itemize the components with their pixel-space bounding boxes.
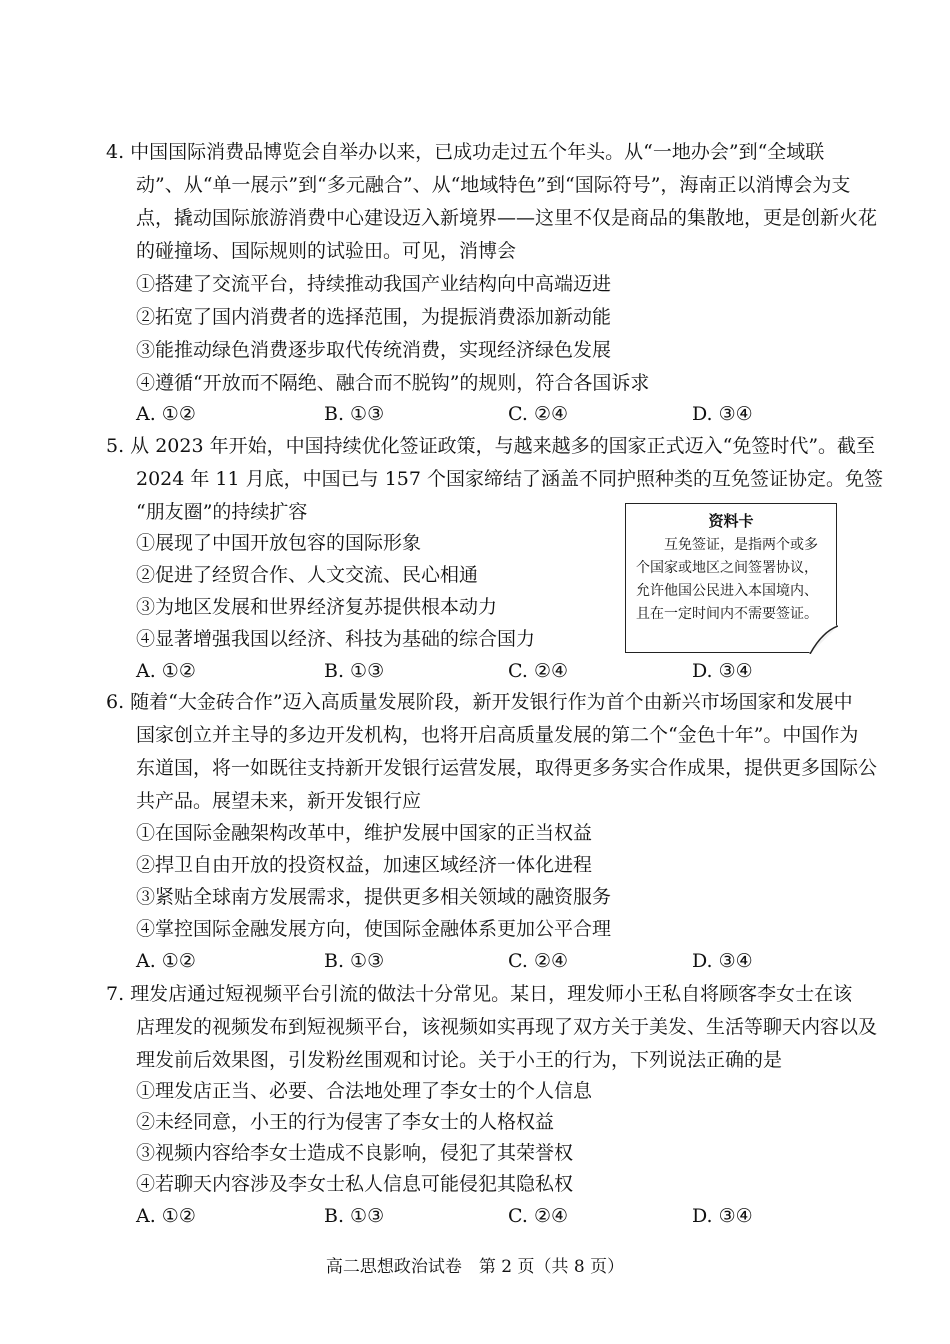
q7-stem-line-1: 7. 理发店通过短视频平台引流的做法十分常见。某日，理发师小王私自将顾客李女士在该 (106, 983, 853, 1005)
q6-item-3: ③紧贴全球南方发展需求，提供更多相关领域的融资服务 (136, 886, 612, 908)
q6-stem-line-2: 国家创立并主导的多边开发机构，也将开启高质量发展的第二个“金色十年”。中国作为 (136, 724, 859, 746)
q6-item-2: ②捍卫自由开放的投资权益，加速区域经济一体化进程 (136, 854, 593, 876)
q5-item-4: ④显著增强我国以经济、科技为基础的综合国力 (136, 628, 536, 650)
q5-option-a: A. ①② (136, 660, 196, 682)
q4-option-d: D. ③④ (692, 403, 753, 425)
q5-item-2: ②促进了经贸合作、人文交流、民心相通 (136, 564, 479, 586)
q6-option-d: D. ③④ (692, 950, 753, 972)
q6-stem-line-3: 东道国，将一如既往支持新开发银行运营发展，取得更多务实合作成果，提供更多国际公 (136, 757, 878, 779)
q6-stem-line-1: 6. 随着“大金砖合作”迈入高质量发展阶段，新开发银行作为首个由新兴市场国家和发展中 (106, 691, 853, 713)
q4-stem-line-4: 的碰撞场、国际规则的试验田。可见，消博会 (136, 240, 517, 262)
q4-item-2: ②拓宽了国内消费者的选择范围，为提振消费添加新动能 (136, 306, 612, 328)
info-card-title: 资料卡 (708, 512, 754, 530)
q7-option-b: B. ①③ (324, 1205, 385, 1227)
q4-item-4: ④遵循“开放而不隔绝、融合而不脱钩”的规则，符合各国诉求 (136, 372, 650, 394)
q7-item-3: ③视频内容给李女士造成不良影响，侵犯了其荣誉权 (136, 1142, 574, 1164)
q5-item-3: ③为地区发展和世界经济复苏提供根本动力 (136, 596, 498, 618)
q5-option-d: D. ③④ (692, 660, 753, 682)
q4-item-3: ③能推动绿色消费逐步取代传统消费，实现经济绿色发展 (136, 339, 612, 361)
q5-stem-line-1: 5. 从 2023 年开始，中国持续优化签证政策，与越来越多的国家正式迈入“免签时代”。截至 (106, 435, 876, 457)
q5-stem-line-3: “朋友圈”的持续扩容 (136, 501, 308, 523)
q6-stem-line-4: 共产品。展望未来，新开发银行应 (136, 790, 422, 812)
q4-option-a: A. ①② (136, 403, 196, 425)
q4-option-b: B. ①③ (324, 403, 385, 425)
page-footer: 高二思想政治试卷 第 2 页（共 8 页） (325, 1257, 625, 1277)
info-card-body: 互免签证，是指两个或多个国家或地区之间签署协议，允许他国公民进入本国境内、且在一定时间内不需要签证。 (636, 537, 818, 622)
q4-stem-line-2: 动”、从“单一展示”到“多元融合”、从“地域特色”到“国际符号”，海南正以消博会为支 (136, 174, 851, 196)
q5-stem-line-2: 2024 年 11 月底，中国已与 157 个国家缔结了涵盖不同护照种类的互免签证协定。免签 (136, 468, 883, 490)
q7-option-c: C. ②④ (508, 1205, 569, 1227)
q7-option-a: A. ①② (136, 1205, 196, 1227)
q4-option-c: C. ②④ (508, 403, 569, 425)
q5-item-1: ①展现了中国开放包容的国际形象 (136, 532, 422, 554)
q5-option-b: B. ①③ (324, 660, 385, 682)
q4-stem-line-3: 点，撬动国际旅游消费中心建设迈入新境界——这里不仅是商品的集散地，更是创新火花 (136, 207, 878, 229)
q7-stem-line-2: 店理发的视频发布到短视频平台，该视频如实再现了双方关于美发、生活等聊天内容以及 (136, 1016, 878, 1038)
q5-option-c: C. ②④ (508, 660, 569, 682)
q7-item-1: ①理发店正当、必要、合法地处理了李女士的个人信息 (136, 1080, 593, 1102)
q7-stem-line-3: 理发前后效果图，引发粉丝围观和讨论。关于小王的行为，下列说法正确的是 (136, 1049, 783, 1071)
info-card (625, 503, 837, 653)
q7-option-d: D. ③④ (692, 1205, 753, 1227)
q6-option-c: C. ②④ (508, 950, 569, 972)
q7-item-2: ②未经同意，小王的行为侵害了李女士的人格权益 (136, 1111, 555, 1133)
q6-option-b: B. ①③ (324, 950, 385, 972)
q4-item-1: ①搭建了交流平台，持续推动我国产业结构向中高端迈进 (136, 273, 612, 295)
page-curl-icon (808, 624, 838, 654)
q6-item-4: ④掌控国际金融发展方向，使国际金融体系更加公平合理 (136, 918, 612, 940)
q6-item-1: ①在国际金融架构改革中，维护发展中国家的正当权益 (136, 822, 593, 844)
q7-item-4: ④若聊天内容涉及李女士私人信息可能侵犯其隐私权 (136, 1173, 574, 1195)
q4-stem-line-1: 4. 中国国际消费品博览会自举办以来，已成功走过五个年头。从“一地办会”到“全域联 (106, 141, 825, 163)
q6-option-a: A. ①② (136, 950, 196, 972)
